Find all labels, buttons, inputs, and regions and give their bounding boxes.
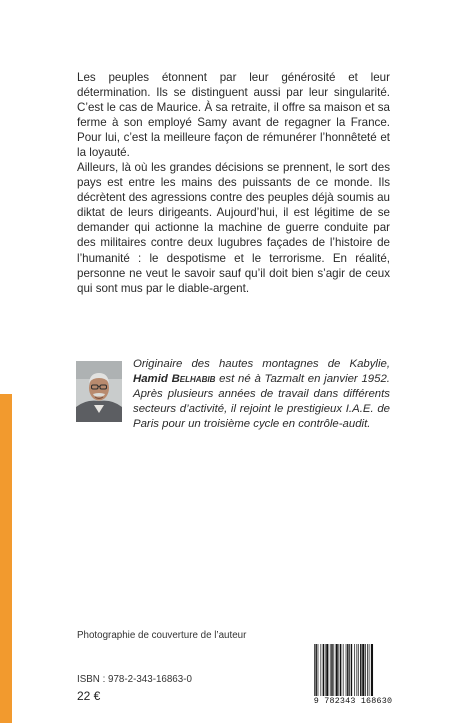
barcode-bar	[351, 644, 352, 696]
barcode-bar	[365, 644, 366, 696]
barcode-bar	[346, 644, 347, 696]
barcode-bar	[349, 644, 350, 696]
photo-credit: Photographie de couverture de l’auteur	[77, 630, 247, 641]
author-surname: Belhabib	[171, 373, 216, 385]
barcode-bar	[371, 644, 373, 696]
barcode-bar	[323, 644, 324, 696]
barcode-bar	[369, 644, 370, 696]
author-first-name: Hamid	[133, 373, 168, 385]
barcode-bar	[336, 644, 338, 696]
barcode-bar	[330, 644, 331, 696]
barcode-bar	[367, 644, 368, 696]
barcode-bar	[338, 644, 339, 696]
orange-accent-bar	[0, 394, 12, 723]
barcode-digits: 9 782343 168630	[313, 696, 393, 706]
author-photo	[76, 361, 122, 422]
barcode-bar	[320, 644, 321, 696]
bio-intro: Originaire des hautes montagnes de Kabylie,	[133, 358, 390, 370]
barcode-bar	[333, 644, 334, 696]
barcode-bar	[315, 644, 316, 696]
barcode-bar	[358, 644, 359, 696]
barcode-bar	[340, 644, 341, 696]
barcode-bar	[360, 644, 361, 696]
barcode-bar	[356, 644, 357, 696]
price: 22 €	[77, 689, 101, 703]
summary-paragraph-1: Les peuples étonnent par leur générosité et leur détermination. Ils se distinguent aussi par leur singularité. C’est le cas de Maurice. À sa retraite, il offre sa maison et sa ferme à son employé Samy avant de regagner la France. Pour lui, c’est la meilleure façon de rémunérer l’honnêteté et la loyauté.	[77, 71, 390, 160]
barcode-bar	[347, 644, 348, 696]
isbn: ISBN : 978-2-343-16863-0	[77, 674, 192, 685]
barcode-bar	[354, 644, 355, 696]
barcode-bar	[331, 644, 332, 696]
bio-details: est né à Tazmalt en janvier 1952. Après plusieurs années de travail dans différents secteurs d’activité, il rejoint le prestigieux I.A.E. de Paris pour un troisième cycle en contrôle-audit.	[133, 373, 390, 430]
summary-paragraph-2: Ailleurs, là où les grandes décisions se prennent, le sort des pays est entre les mains des puissants de ce monde. Ils décrètent des agressions contre des peuples déjà soumis au diktat de leurs dirigeants. Aujourd’hui, il est légitime de se demander qui actionne la machine de guerre conduite par des militaires contre deux lugubres façades de l’histoire de l’humanité : le despotisme et le terrorisme. En réalité, personne ne veut le savoir sauf qu’il doit bien s’agir de ceux qui sont mus par le diable-argent.	[77, 161, 390, 295]
barcode-bar	[314, 644, 315, 696]
barcode-bar	[326, 644, 328, 696]
barcode-bar	[325, 644, 326, 696]
barcode-bar	[362, 644, 364, 696]
barcode-bar	[318, 644, 319, 696]
author-biography	[133, 357, 390, 432]
barcode-bar	[343, 644, 344, 696]
